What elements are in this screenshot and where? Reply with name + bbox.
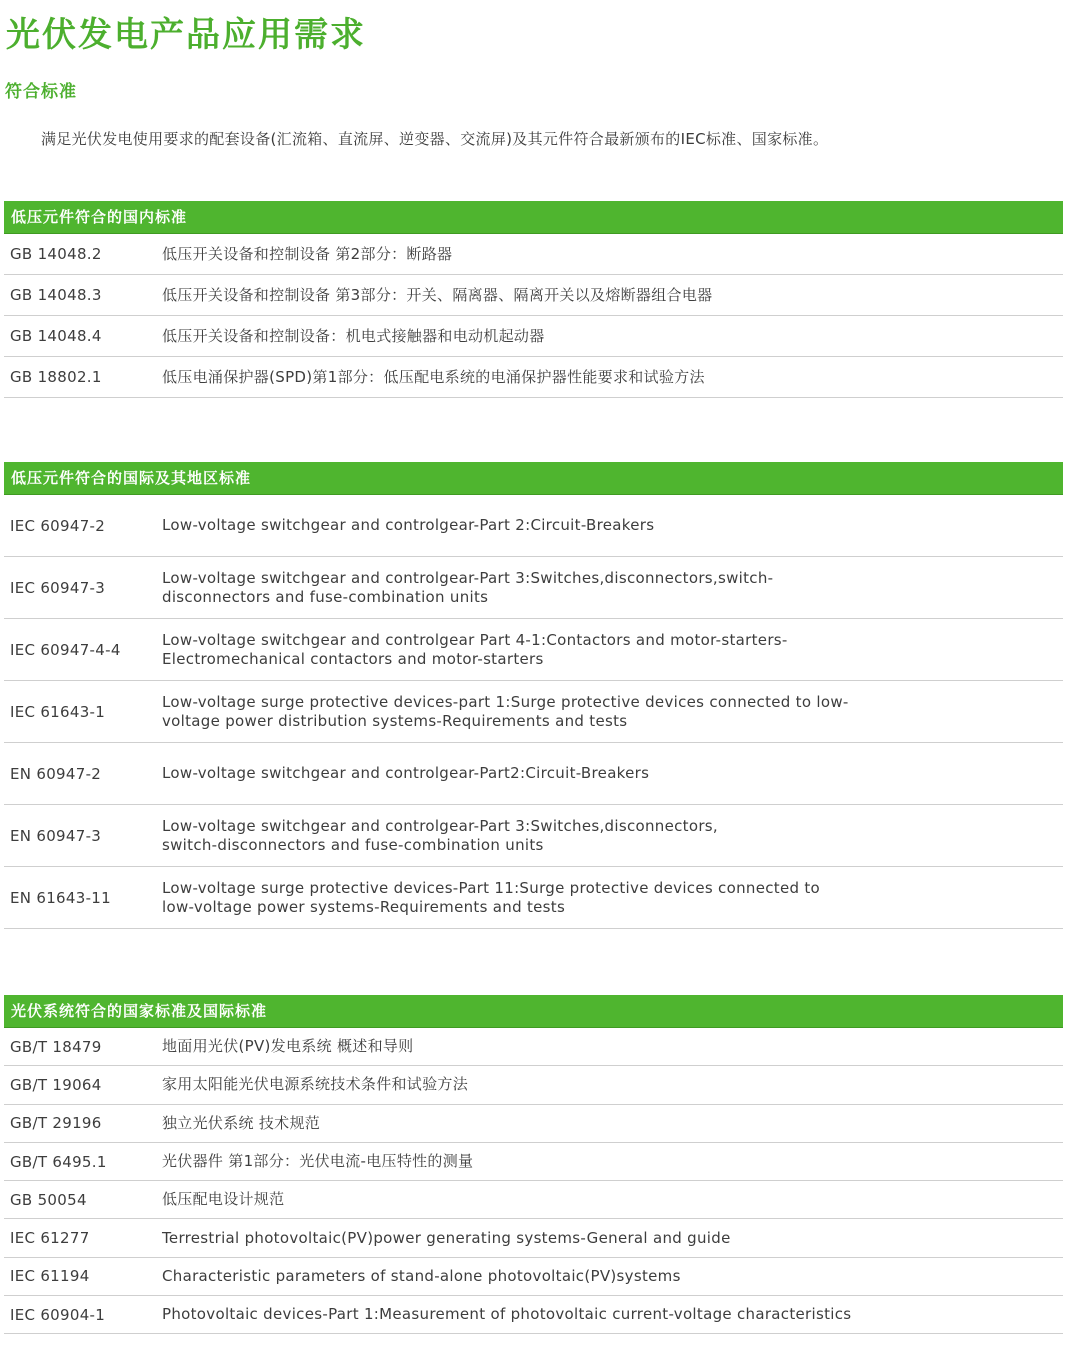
table-row (4, 743, 1063, 805)
standard-description (162, 1190, 1063, 1209)
description-line: 低压开关设备和控制设备 第2部分：断路器 (162, 244, 453, 263)
standard-description (162, 569, 1063, 607)
standard-code: IEC 61277 (10, 1229, 90, 1248)
standard-code: EN 60947-3 (10, 826, 102, 845)
standard-description (162, 1152, 1063, 1171)
table-body (4, 234, 1063, 398)
table-row (4, 867, 1063, 929)
table-row (4, 1066, 1063, 1104)
standard-description (162, 879, 1063, 917)
section-domestic-standards (4, 201, 1063, 398)
section-header: 低压元件符合的国内标准 (4, 201, 1063, 234)
description-line: disconnectors and fuse-combination units (162, 587, 489, 606)
description-line: low-voltage power systems-Requirements and tests (162, 897, 566, 916)
standard-code: GB/T 29196 (10, 1114, 102, 1133)
standard-description (162, 1114, 1063, 1133)
table-row (4, 557, 1063, 619)
intro-paragraph: 满足光伏发电使用要求的配套设备(汇流箱、直流屏、逆变器、交流屏)及其元件符合最新颁布的IEC标准、国家标准。 (41, 130, 829, 148)
standard-description (162, 817, 1063, 855)
description-line: Electromechanical contactors and motor-starters (162, 649, 544, 668)
description-line: Low-voltage switchgear and controlgear-Part 3:Switches,disconnectors, (162, 816, 718, 835)
description-line: Characteristic parameters of stand-alone photovoltaic(PV)systems (162, 1266, 681, 1285)
standard-description (162, 245, 1063, 264)
standard-code: IEC 60947-4-4 (10, 640, 121, 659)
description-line: Photovoltaic devices-Part 1:Measurement of photovoltaic current-voltage characteristics (162, 1305, 852, 1324)
standard-description (162, 1075, 1063, 1094)
table-row (4, 1219, 1063, 1257)
standard-code: GB 50054 (10, 1190, 87, 1209)
description-line: 低压开关设备和控制设备 第3部分：开关、隔离器、隔离开关以及熔断器组合电器 (162, 285, 713, 304)
table-row (4, 1296, 1063, 1334)
page-subtitle: 符合标准 (5, 82, 77, 102)
standard-code: EN 60947-2 (10, 764, 102, 783)
description-line: 家用太阳能光伏电源系统技术条件和试验方法 (162, 1075, 469, 1094)
table-body (4, 1028, 1063, 1334)
standard-code: GB/T 6495.1 (10, 1152, 107, 1171)
standard-description (162, 1229, 1063, 1248)
table-row (4, 234, 1063, 275)
table-row (4, 1105, 1063, 1143)
table-row (4, 681, 1063, 743)
standard-code: GB 14048.3 (10, 286, 102, 304)
standard-code: IEC 61643-1 (10, 702, 106, 721)
standard-description (162, 327, 1063, 346)
standard-description (162, 516, 1063, 535)
section-pv-system-standards (4, 995, 1063, 1334)
description-line: 低压电涌保护器(SPD)第1部分：低压配电系统的电涌保护器性能要求和试验方法 (162, 367, 705, 386)
description-line: 光伏器件 第1部分：光伏电流-电压特性的测量 (162, 1152, 474, 1171)
section-header: 光伏系统符合的国家标准及国际标准 (4, 995, 1063, 1028)
table-row (4, 619, 1063, 681)
standard-code: GB 14048.2 (10, 245, 102, 263)
standard-description (162, 1305, 1063, 1324)
table-row (4, 357, 1063, 398)
standard-description (162, 693, 1063, 731)
standard-code: IEC 60947-3 (10, 578, 106, 597)
table-row (4, 1181, 1063, 1219)
description-line: 低压配电设计规范 (162, 1190, 285, 1209)
description-line: 地面用光伏(PV)发电系统 概述和导则 (162, 1037, 414, 1056)
standard-code: EN 61643-11 (10, 888, 111, 907)
standard-description (162, 631, 1063, 669)
standard-description (162, 286, 1063, 305)
standard-code: GB/T 18479 (10, 1037, 102, 1056)
description-line: Low-voltage switchgear and controlgear-Part2:Circuit-Breakers (162, 764, 650, 782)
table-row (4, 1143, 1063, 1181)
description-line: Low-voltage switchgear and controlgear Part 4-1:Contactors and motor-starters- (162, 630, 788, 649)
page-title: 光伏发电产品应用需求 (6, 15, 366, 55)
standard-code: IEC 60904-1 (10, 1305, 106, 1324)
standard-description (162, 764, 1063, 783)
table-row (4, 1028, 1063, 1066)
description-line: 独立光伏系统 技术规范 (162, 1113, 321, 1132)
table-row (4, 805, 1063, 867)
description-line: voltage power distribution systems-Requirements and tests (162, 711, 628, 730)
standard-description (162, 368, 1063, 387)
standard-code: IEC 60947-2 (10, 516, 106, 535)
standard-description (162, 1037, 1063, 1056)
description-line: Low-voltage surge protective devices-part 1:Surge protective devices connected to low- (162, 692, 849, 711)
standard-description (162, 1267, 1063, 1286)
standard-code: GB 14048.4 (10, 327, 102, 345)
description-line: Low-voltage switchgear and controlgear-Part 3:Switches,disconnectors,switch- (162, 568, 774, 587)
standard-code: GB/T 19064 (10, 1075, 102, 1094)
table-row (4, 495, 1063, 557)
standard-code: GB 18802.1 (10, 368, 102, 386)
description-line: Low-voltage switchgear and controlgear-Part 2:Circuit-Breakers (162, 516, 655, 534)
description-line: Terrestrial photovoltaic(PV)power generating systems-General and guide (162, 1228, 731, 1247)
table-row (4, 316, 1063, 357)
table-body (4, 495, 1063, 929)
table-row (4, 1258, 1063, 1296)
description-line: 低压开关设备和控制设备：机电式接触器和电动机起动器 (162, 326, 545, 345)
section-international-standards (4, 462, 1063, 929)
description-line: switch-disconnectors and fuse-combination units (162, 835, 544, 854)
section-header: 低压元件符合的国际及其地区标准 (4, 462, 1063, 495)
table-row (4, 275, 1063, 316)
description-line: Low-voltage surge protective devices-Part 11:Surge protective devices connected to (162, 878, 821, 897)
standard-code: IEC 61194 (10, 1267, 90, 1286)
